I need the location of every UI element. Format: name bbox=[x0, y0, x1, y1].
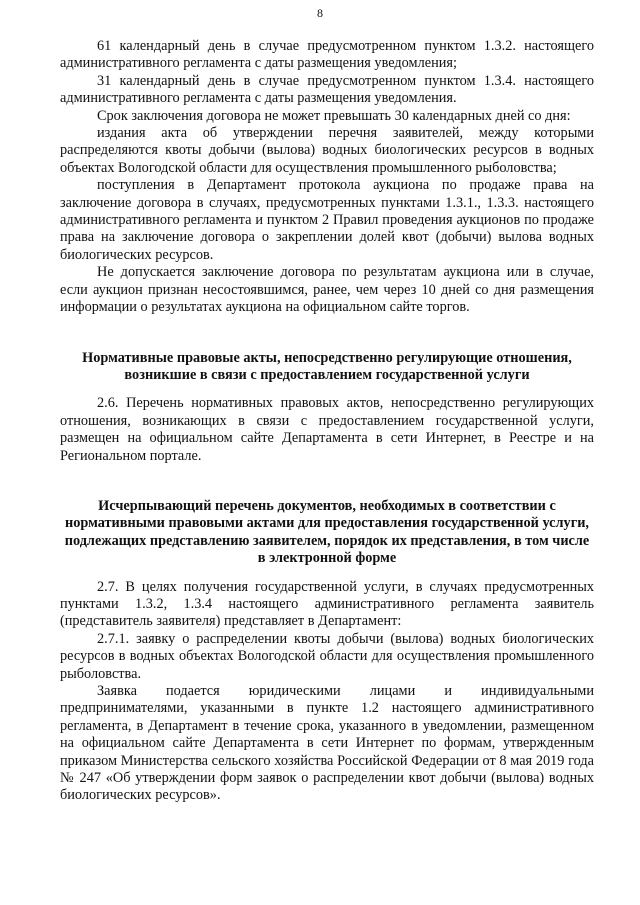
paragraph-deadline-61-days: 61 календарный день в случае предусмотренном пунктом 1.3.2. настоящего административного регламента с даты размещения уведомления; bbox=[60, 38, 594, 72]
paragraph-deadline-31-days: 31 календарный день в случае предусмотренном пунктом 1.3.4. настоящего административного регламента с даты размещения уведомления. bbox=[60, 72, 594, 107]
section-heading-required-documents: Исчерпывающий перечень документов, необходимых в соответствии с нормативными правовыми актами для предоставления государственной услуги, подлежащих представлению заявителем, порядок их представления, в том числе в электронной форме bbox=[64, 497, 590, 567]
paragraph-contract-term: Срок заключения договора не может превышать 30 календарных дней со дня: bbox=[97, 107, 571, 124]
paragraph-2-7-1: 2.7.1. заявку о распределении квоты добычи (вылова) водных биологических ресурсов в водных объектах Вологодской области для осуществления промышленного рыболовства. bbox=[60, 630, 594, 682]
section-heading-legal-acts: Нормативные правовые акты, непосредственно регулирующие отношения, возникшие в связи с предоставлением государственной услуги bbox=[82, 349, 572, 383]
paragraph-2-7: 2.7. В целях получения государственной услуги, в случаях предусмотренных пунктами 1.3.2, 1.3.4 настоящего административного регламента заявитель (представитель заявителя) представляет в Департамент: bbox=[60, 578, 594, 630]
paragraph-2-6: 2.6. Перечень нормативных правовых актов, непосредственно регулирующих отношения, возникающих в связи с предоставлением государственной услуги, размещен на официальном сайте Департамента в сети Интернет, в Реестре и на Региональном портале. bbox=[60, 395, 594, 464]
paragraph-list-approval: издания акта об утверждении перечня заявителей, между которыми распределяются квоты добычи (вылова) водных биологических ресурсов в водных объектах Вологодской области для осуществления промышленного рыболовства; bbox=[60, 125, 594, 176]
paragraph-application-submission: Заявка подается юридическими лицами и индивидуальными предпринимателями, указанными в пункте 1.2 настоящего административного регламента, в Департамент в течение срока, указанного в уведомлении, размещенном на официальном сайте Департамента в сети Интернет по формам, утвержденным приказом Министерства сельского хозяйства Российской Федерации от 8 мая 2019 года № 247 «Об утверждении форм заявок о распределении квот добычи (вылова) водных биологических ресурсов». bbox=[60, 683, 594, 804]
page-number: 8 bbox=[317, 6, 323, 20]
paragraph-auction-protocol: поступления в Департамент протокола аукциона по продаже права на заключение договора в случаях, предусмотренных пунктами 1.3.1., 1.3.3. настоящего административного регламента и пунктом 2 Правил проведения аукционов по продаже права на заключение договора о закреплении долей квот (добычи) вылова водных биологических ресурсов. bbox=[60, 177, 594, 263]
document-body bbox=[60, 38, 594, 805]
paragraph-auction-restriction: Не допускается заключение договора по результатам аукциона или в случае, если аукцион признан несостоявшимся, ранее, чем через 10 дней со дня размещения информации о результатах аукциона на официальном сайте торгов. bbox=[60, 264, 594, 316]
